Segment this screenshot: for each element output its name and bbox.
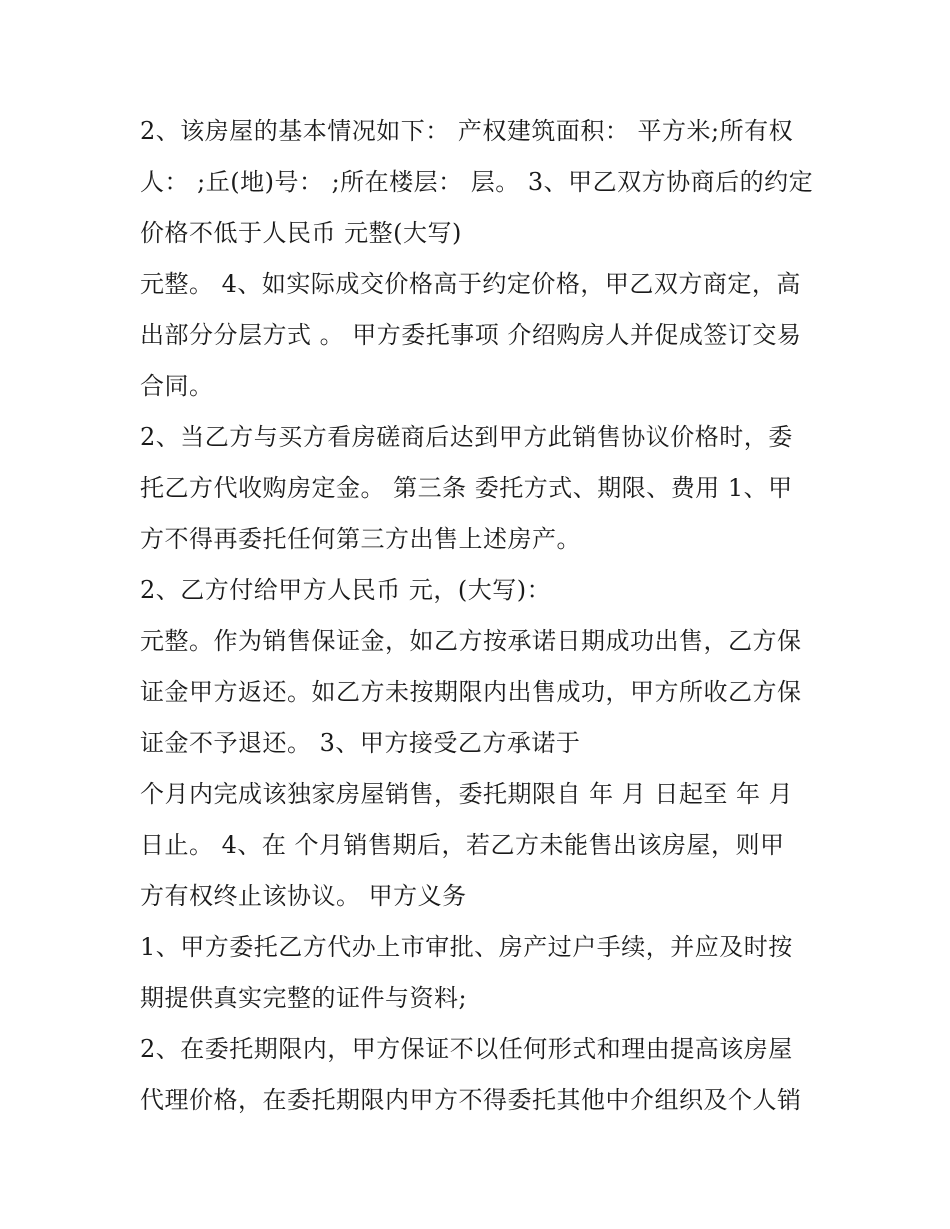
text-line: 2、当乙方与买方看房磋商后达到甲方此销售协议价格时，委	[140, 423, 793, 451]
text-line: 方不得再委托任何第三方出售上述房产。	[140, 525, 581, 553]
text-line: 方有权终止该协议。 甲方义务	[140, 882, 467, 910]
text-line: 2、乙方付给甲方人民币 元，(大写)：	[140, 576, 552, 604]
text-line: 期提供真实完整的证件与资料;	[140, 984, 468, 1012]
text-line: 托乙方代收购房定金。 第三条 委托方式、期限、费用 1、甲	[140, 474, 793, 502]
text-line: 2、在委托期限内，甲方保证不以任何形式和理由提高该房屋	[140, 1035, 793, 1063]
text-line: 元整。 4、如实际成交价格高于约定价格，甲乙双方商定，高	[140, 270, 801, 298]
text-line: 价格不低于人民币 元整(大写)	[140, 219, 462, 247]
text-line: 1、甲方委托乙方代办上市审批、房产过户手续，并应及时按	[140, 933, 793, 961]
text-line: 合同。	[140, 372, 214, 400]
text-line: 出部分分层方式 。 甲方委托事项 介绍购房人并促成签订交易	[140, 321, 802, 349]
text-line: 元整。作为销售保证金，如乙方按承诺日期成功出售，乙方保	[140, 627, 802, 655]
contract-text-body	[140, 106, 820, 1126]
text-line: 证金不予退还。 3、甲方接受乙方承诺于	[140, 729, 581, 757]
text-line: 证金甲方返还。如乙方未按期限内出售成功，甲方所收乙方保	[140, 678, 802, 706]
text-line: 人： ;丘(地)号： ;所在楼层： 层。 3、甲乙双方协商后的约定	[140, 168, 814, 196]
text-line: 2、该房屋的基本情况如下： 产权建筑面积： 平方米;所有权	[140, 117, 794, 145]
text-line: 日止。 4、在 个月销售期后，若乙方未能售出该房屋，则甲	[140, 831, 785, 859]
text-line: 个月内完成该独家房屋销售，委托期限自 年 月 日起至 年 月	[140, 780, 794, 808]
text-line: 代理价格，在委托期限内甲方不得委托其他中介组织及个人销	[140, 1086, 802, 1114]
